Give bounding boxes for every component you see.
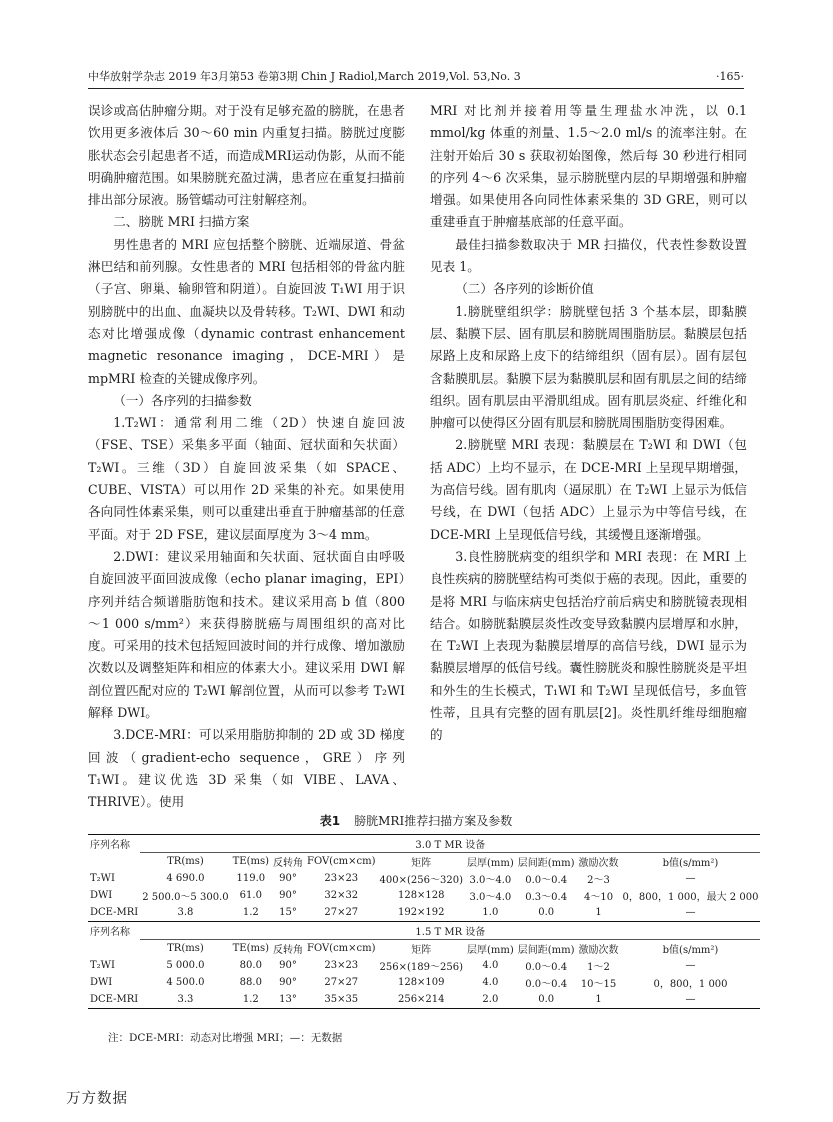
table-cell: 1～2 <box>587 962 610 973</box>
column-header: 激励次数 <box>578 945 619 956</box>
paragraph: MRI 对比剂并接着用等量生理盐水冲洗，以 0.1 mmol/kg 体重的剂量、1.5～2.0 ml/s 的流率注射。在注射开始后 30 s 获取初始图像，然后每 30 秒进行相同的序列 4～6 次采集，显示膀胱壁内层的早期增强和肿瘤增强。如果使用各向同性体素采集的 3D GRE，则可以重建垂直于肿瘤基底部的任意平面。 <box>430 103 747 230</box>
column-header: b值(s/mm²) <box>662 858 719 869</box>
table-row <box>88 991 760 1009</box>
table-cell: 256×(189～256) <box>379 962 463 973</box>
table-cell: 3.0～4.0 <box>469 875 512 886</box>
watermark: 万方数据 <box>66 1091 128 1107</box>
table-cell: 80.0 <box>239 960 262 971</box>
table-cell: 3.0～4.0 <box>469 892 512 903</box>
table-row <box>88 887 760 904</box>
table-cell: 23×23 <box>324 873 359 884</box>
table-cell: 5 000.0 <box>166 960 205 971</box>
seq-name-header: 序列名称 <box>88 835 140 853</box>
table-cell: 0，800，1 000，最大 2 000 <box>622 892 759 903</box>
table-cell: 400×(256～320) <box>379 875 463 886</box>
table-cell: 4～10 <box>584 892 614 903</box>
table-cell: 119.0 <box>236 873 266 884</box>
table-cell: 27×27 <box>324 977 359 988</box>
blank-cell <box>88 940 140 958</box>
table-cell: 4 500.0 <box>166 977 205 988</box>
paragraph: 2.膀胱壁 MRI 表现：黏膜层在 T₂WI 和 DWI（包括 ADC）上均不显示，在 DCE-MRI 上呈现早期增强，为高信号线。固有肌肉（逼尿肌）在 T₂WI 上显示为低信号线，在 DWI（包括 ADC）上显示为中等信号线，在 DCE-MRI 上呈现低信号线，其缓慢且逐渐增强。 <box>430 437 747 542</box>
table-cell: — <box>685 960 696 971</box>
paragraph: 3.良性膀胱病变的组织学和 MRI 表现：在 MRI 上良性疾病的膀胱壁结构可类似于癌的表现。因此，重要的是将 MRI 与临床病史包括治疗前后病史和膀胱镜表现相结合。如膀胱黏膜层炎性改变导致黏膜内层增厚和水肿，在 T₂WI 上表现为黏膜层增厚的高信号线，DWI 显示为黏膜层增厚的低信号线。囊性膀胱炎和腺性膀胱炎是平坦和外生的生长模式，T₁WI 和 T₂WI 呈现低信号，多血管性蒂，且具有完整的固有肌层[2]。炎性肌纤维母细胞瘤的 <box>430 548 747 743</box>
column-header-row <box>88 940 760 958</box>
table-cell: 4 690.0 <box>166 873 205 884</box>
table-cell: 128×128 <box>397 890 445 901</box>
right-column <box>430 100 747 747</box>
page-number: ·165· <box>716 70 744 83</box>
table-cell: 0.0 <box>538 907 555 918</box>
table-cell: 4.0 <box>482 960 499 971</box>
column-header-row <box>88 853 760 871</box>
group-header-row <box>88 922 760 940</box>
column-header: 层间距(mm) <box>517 945 575 956</box>
table-cell: 1 <box>595 907 602 918</box>
paragraph: 最佳扫描参数取决于 MR 扫描仪，代表性参数设置见表 1。 <box>430 236 747 275</box>
column-header: FOV(cm×cm) <box>307 943 376 954</box>
paragraph: 误诊或高估肿瘤分期。对于没有足够充盈的膀胱，在患者饮用更多液体后 30～60 min 内重复扫描。膀胱过度膨胀状态会引起患者不适，而造成MRI运动伪影，从而不能明确肿瘤范围。如果膀胱充盈过满，患者应在重复扫描前排出部分尿液。肠管蠕动可注射解痉剂。 <box>88 103 406 208</box>
table-cell: — <box>621 991 761 1009</box>
table-cell: 0.3～0.4 <box>525 892 568 903</box>
paragraph: 男性患者的 MRI 应包括整个膀胱、近端尿道、骨盆淋巴结和前列腺。女性患者的 MRI 包括相邻的骨盆内脏（子宫、卵巢、输卵管和阴道）。自旋回波 T₁WI 用于识别膀胱中的出血、血凝块以及骨转移。T₂WI、DWI 和动态对比增强成像（dynamic contrast enhancement magnetic resonance imaging，DCE-MRI）是 mpMRI 检查的关键成像序列。 <box>88 236 405 386</box>
column-header: TE(ms) <box>232 856 269 867</box>
column-header: 反转角 <box>273 858 303 869</box>
table-cell: 1.0 <box>482 907 499 918</box>
table-cell: 0.0～0.4 <box>525 962 568 973</box>
table-cell: 2～3 <box>587 875 610 886</box>
table-cell: 1.2 <box>231 991 271 1009</box>
table-cell: 128×109 <box>397 977 445 988</box>
table-cell: 1.2 <box>242 907 259 918</box>
device-group-label: 3.0 T MR 设备 <box>140 835 760 853</box>
table-cell: 88.0 <box>239 977 262 988</box>
column-header: 层间距(mm) <box>517 858 575 869</box>
column-header: FOV(cm×cm) <box>307 856 376 867</box>
column-header: 层厚(mm) <box>466 858 514 869</box>
paragraph: 1.膀胱壁组织学：膀胱壁包括 3 个基本层，即黏膜层、黏膜下层、固有肌层和膀胱周围脂肪层。黏膜层包括尿路上皮和尿路上皮下的结缔组织（固有层）。固有层包含黏膜肌层。黏膜下层为黏膜肌层和固有肌层之间的结缔组织。固有肌层由平滑肌组成。固有肌层炎症、纤维化和肿瘤可以使得区分固有肌层和膀胱周围脂肪变得困难。 <box>430 303 747 431</box>
table-cell: 4.0 <box>482 977 499 988</box>
column-header: TE(ms) <box>232 943 269 954</box>
table-cell: 32×32 <box>324 890 359 901</box>
table-cell: 1 <box>577 991 621 1009</box>
sequence-name: DCE-MRI <box>88 991 140 1009</box>
table-cell: — <box>685 873 696 884</box>
table-cell: 35×35 <box>305 991 378 1009</box>
table-cell: 10～15 <box>580 979 617 990</box>
table-title: 膀胱MRI推荐扫描方案及参数 <box>354 814 513 828</box>
sequence-name: DCE-MRI <box>90 907 139 918</box>
column-header: 激励次数 <box>578 858 619 869</box>
journal-citation: 中华放射学杂志 2019 年3月第53 卷第3期 Chin J Radiol,March 2019,Vol. 53,No. 3 <box>88 70 521 83</box>
table-cell: 3.3 <box>140 991 230 1009</box>
table-row <box>88 957 760 974</box>
group-header-row <box>88 835 760 853</box>
table-cell: 90° <box>279 977 297 988</box>
table-row <box>88 974 760 991</box>
table-cell: 0.0～0.4 <box>525 875 568 886</box>
column-header: 矩阵 <box>411 858 432 869</box>
column-header: 层厚(mm) <box>466 945 514 956</box>
column-header: 矩阵 <box>411 945 432 956</box>
table-cell: 192×192 <box>397 907 445 918</box>
sequence-name: T₂WI <box>90 873 115 884</box>
table-cell: 90° <box>279 873 297 884</box>
column-header: TR(ms) <box>167 856 204 867</box>
device-group-label: 1.5 T MR 设备 <box>140 922 760 940</box>
seq-name-header: 序列名称 <box>88 922 140 940</box>
subsection-heading: （二）各序列的诊断价值 <box>455 281 594 297</box>
sequence-name: DWI <box>90 977 113 988</box>
paragraph: 2.DWI：建议采用轴面和矢状面、冠状面自由呼吸自旋回波平面回波成像（echo planar imaging，EPI）序列并结合频谱脂肪饱和技术。建议采用高 b 值（800～1 000 s/mm²）来获得膀胱癌与周围组织的高对比度。可采用的技术包括短回波时间的并行成像、增加激励次数以及调整矩阵和相应的体素大小。建议采用 DWI 解剖位置匹配对应的 T₂WI 解剖位置，从而可以参考 T₂WI 解释 DWI。 <box>88 548 405 721</box>
table-cell: 0.0 <box>516 991 577 1009</box>
table-cell: — <box>685 907 696 918</box>
table-cell: 15° <box>279 907 297 918</box>
table-cell: 23×23 <box>324 960 359 971</box>
table-cell: 90° <box>279 960 297 971</box>
table-cell: 13° <box>271 991 305 1009</box>
section-heading: 二、膀胱 MRI 扫描方案 <box>113 214 250 230</box>
paragraph: 1.T₂WI：通常利用二维（2D）快速自旋回波（FSE、TSE）采集多平面（轴面、冠状面和矢状面）T₂WI。三维（3D）自旋回波采集（如 SPACE、CUBE、VISTA）可以用作 2D 采集的补充。如果使用各向同性体素采集，则可以重建出垂直于肿瘤基部的任意平面。对于 2D FSE，建议层面厚度为 3～4 mm。 <box>88 415 405 542</box>
table-cell: 90° <box>279 890 297 901</box>
table-cell: 61.0 <box>239 890 262 901</box>
table-cell: 0，800，1 000 <box>653 979 728 990</box>
table-cell: 3.8 <box>177 907 194 918</box>
table-note: 注：DCE-MRI：动态对比增强 MRI；—：无数据 <box>108 1032 343 1044</box>
sequence-name: T₂WI <box>90 960 115 971</box>
left-column <box>88 100 405 814</box>
column-header: b值(s/mm²) <box>662 945 719 956</box>
sequence-name: DWI <box>90 890 113 901</box>
blank-cell <box>88 853 140 871</box>
table-cell: 2 500.0～5 300.0 <box>142 892 229 903</box>
table-caption <box>88 812 744 830</box>
table-row <box>88 904 760 922</box>
column-header: 反转角 <box>273 945 303 956</box>
table-cell: 27×27 <box>324 907 359 918</box>
table-row <box>88 870 760 887</box>
table-cell: 0.0～0.4 <box>525 979 568 990</box>
paragraph: 3.DCE-MRI：可以采用脂肪抑制的 2D 或 3D 梯度回波（gradient-echo sequence，GRE）序列 T₁WI。建议优选 3D 采集（如 VIBE、LAVA、THRIVE）。使用 <box>88 727 405 810</box>
table-label: 表1 <box>319 814 341 828</box>
table-cell: 256×214 <box>378 991 465 1009</box>
column-header: TR(ms) <box>167 943 204 954</box>
subsection-heading: （一）各序列的扫描参数 <box>113 392 252 408</box>
parameters-table <box>88 834 760 1009</box>
table-cell: 2.0 <box>465 991 516 1009</box>
running-header <box>88 68 744 86</box>
header-rule <box>88 88 744 89</box>
